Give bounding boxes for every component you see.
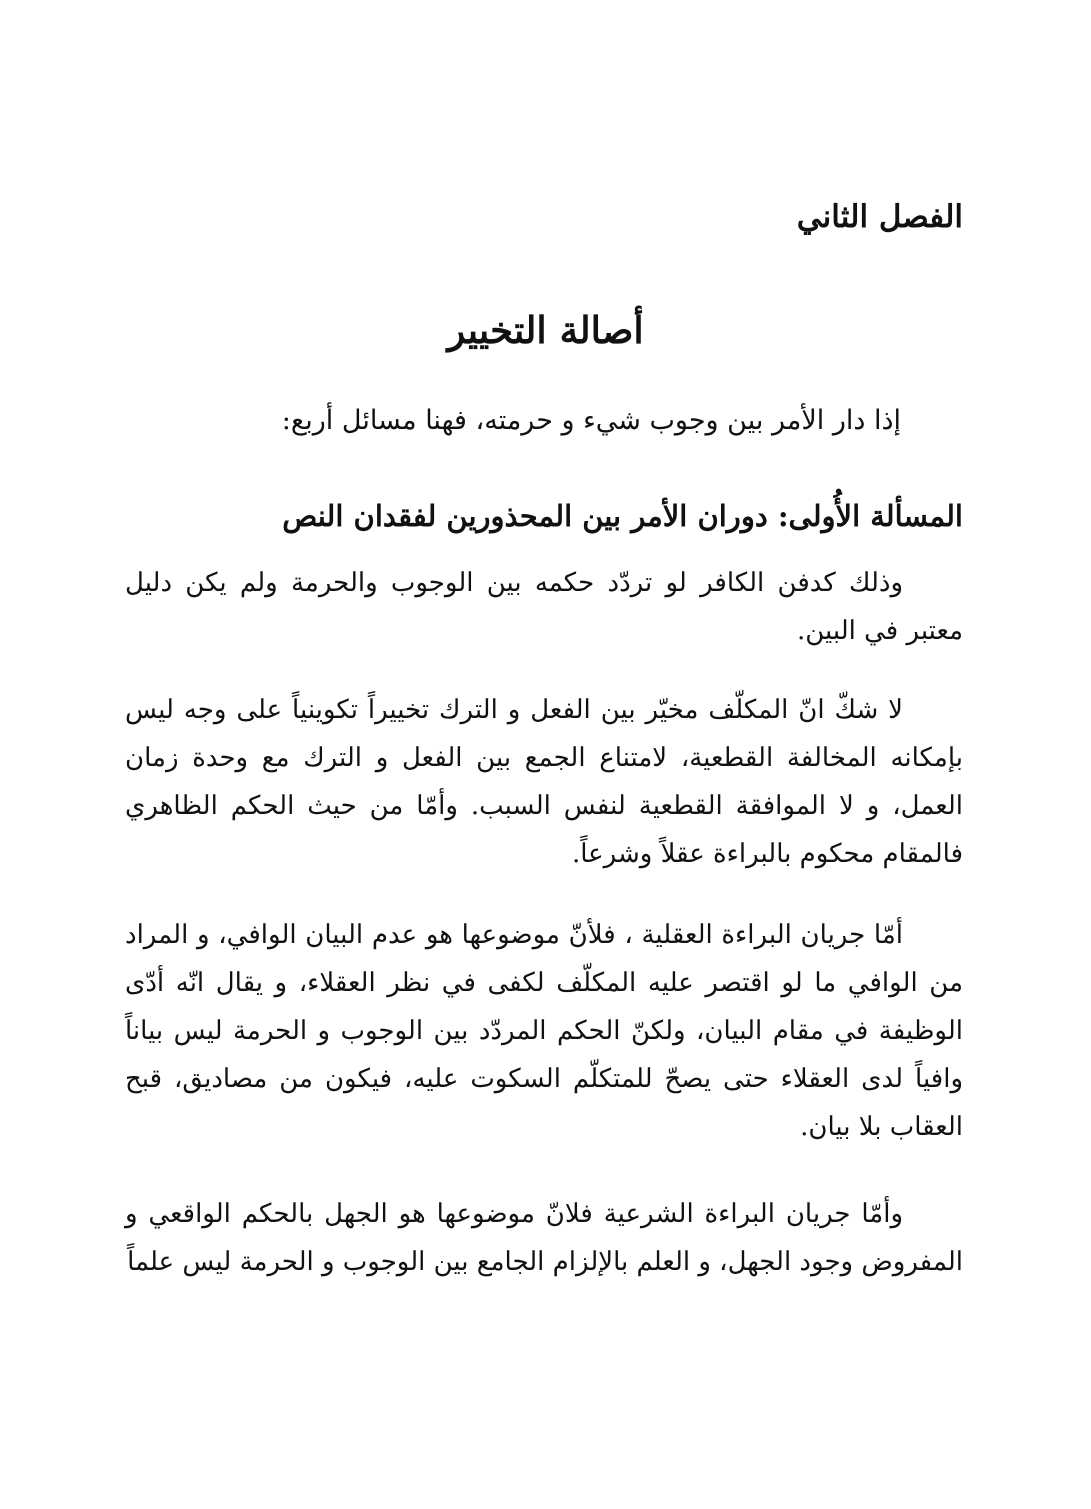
intro-line: إذا دار الأمر بين وجوب شيء و حرمته، فهنا مسائل أربع:: [281, 405, 901, 436]
issue-heading: المسألة الأُولى: دوران الأمر بين المحذورين لفقدان النص: [282, 499, 963, 533]
chapter-heading: الفصل الثاني: [796, 199, 963, 235]
paragraph: وأمّا جريان البراءة الشرعية فلانّ موضوعها هو الجهل بالحكم الواقعي و المفروض وجود الجهل، و العلم بالإلزام الجامع بين الوجوب و الحرمة ليس علماً: [125, 1199, 963, 1277]
page-title: أصالة التخيير: [447, 308, 644, 352]
paragraph: أمّا جريان البراءة العقلية ، فلأنّ موضوعها هو عدم البيان الوافي، و المراد من الوافي ما لو اقتصر عليه المكلّف لكفى في نظر العقلاء، و يقال انّه أدّى الوظيفة في مقام البيان، ولكنّ الحكم المردّد بين الوجوب و الحرمة ليس بياناً وافياً لدى العقلاء حتى يصحّ للمتكلّم السكوت عليه، فيكون من مصاديق، قبح العقاب بلا بيان.: [125, 920, 963, 1142]
paragraph: وذلك كدفن الكافر لو تردّد حكمه بين الوجوب والحرمة ولم يكن دليل معتبر في البين.: [125, 568, 963, 646]
paragraph: لا شكّ انّ المكلّف مخيّر بين الفعل و الترك تخييراً تكوينياً على وجه ليس بإمكانه المخالفة القطعية، لامتناع الجمع بين الفعل و الترك مع وحدة زمان العمل، و لا الموافقة القطعية لنفس السبب. وأمّا من حيث الحكم الظاهري فالمقام محكوم بالبراءة عقلاً وشرعاً.: [125, 695, 963, 869]
